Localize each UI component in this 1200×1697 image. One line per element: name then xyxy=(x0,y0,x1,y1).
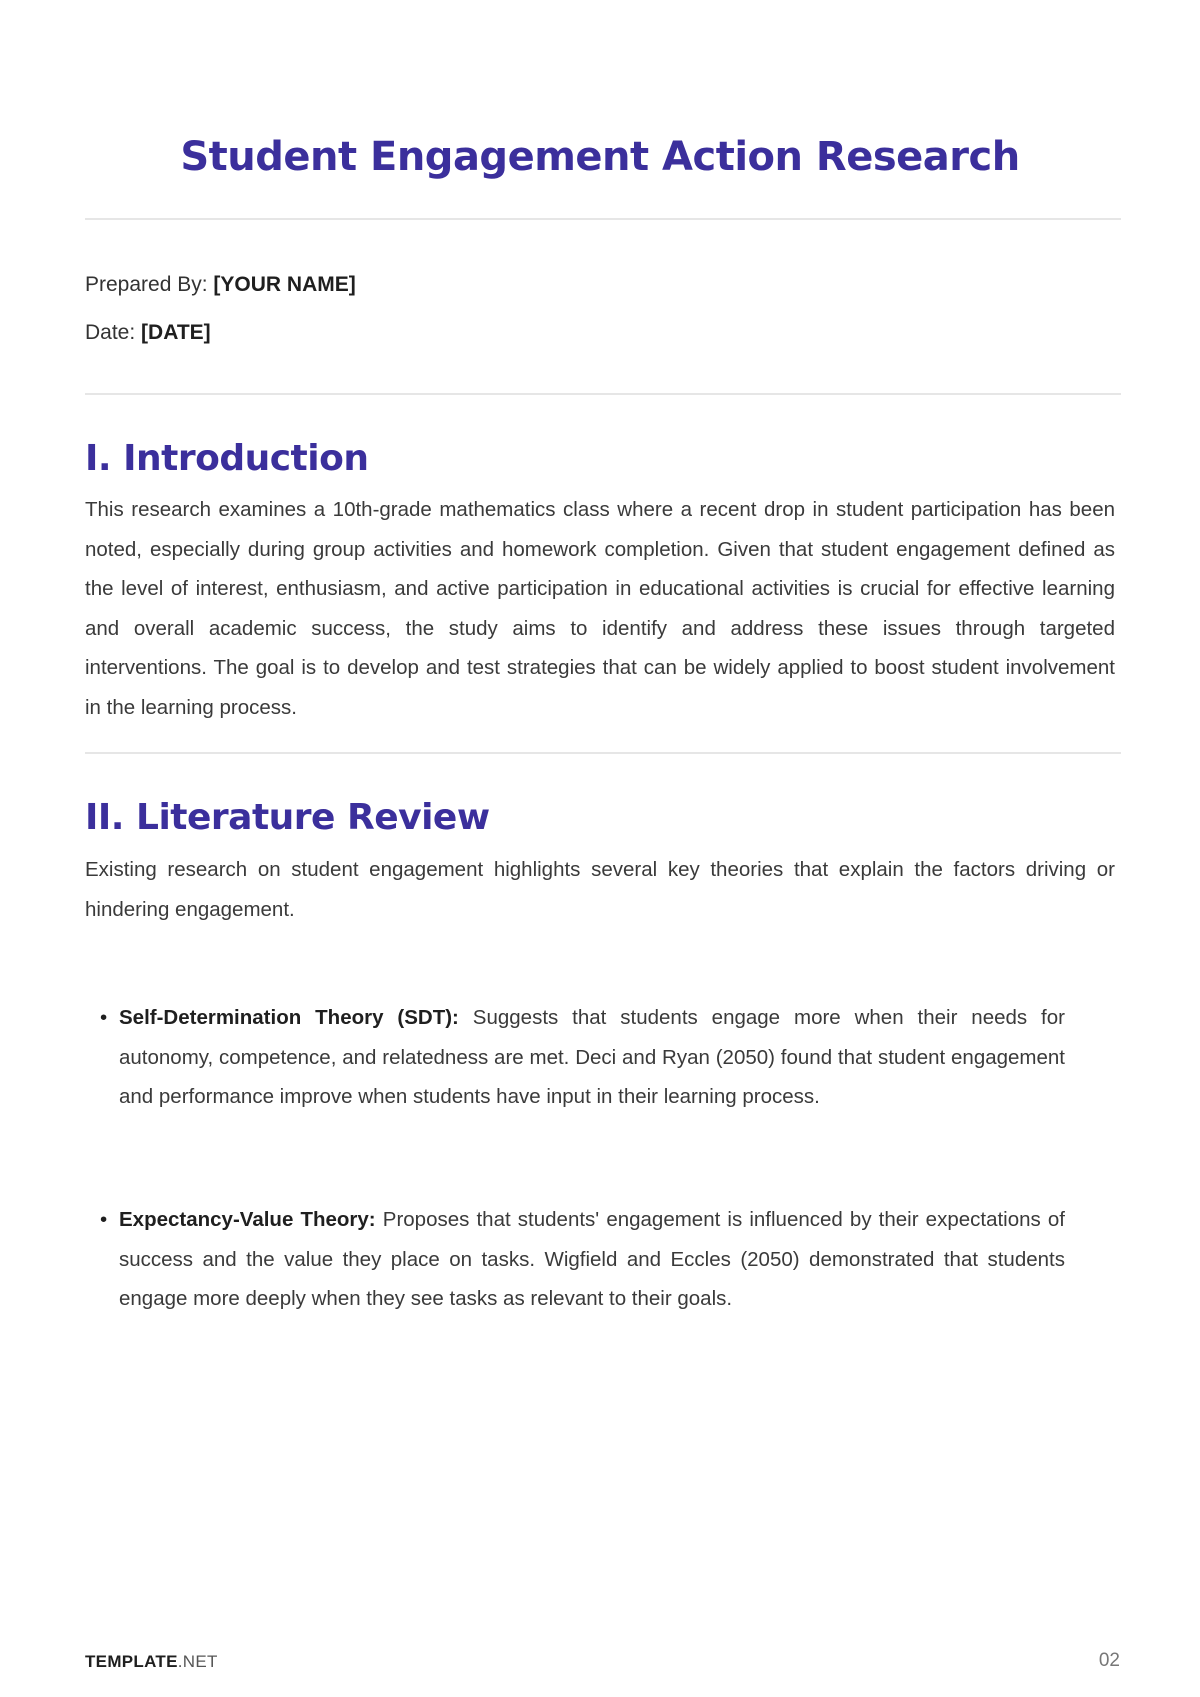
literature-review-heading: II. Literature Review xyxy=(85,797,490,838)
theory-description: Suggests that students engage more when their needs for autonomy, competence, and relatedness are met. Deci and Ryan (2050) found that student engagement and performance improve when students have input in their learning process. xyxy=(119,1006,1065,1109)
bullet-icon: • xyxy=(100,1006,108,1029)
prepared-by-line xyxy=(85,273,356,297)
brand-suffix: .NET xyxy=(177,1652,218,1671)
theory-term: Self-Determination Theory (SDT): xyxy=(119,1006,459,1029)
theory-description: Proposes that students' engagement is influenced by their expectations of success and the value they place on tasks. Wigfield and Eccles (2050) demonstrated that students engage more deeply when they see tasks as relevant to their goals. xyxy=(119,1208,1065,1311)
date-line xyxy=(85,321,211,345)
list-item xyxy=(100,998,1065,1117)
page-number: 02 xyxy=(1098,1650,1120,1671)
prepared-by-value: [YOUR NAME] xyxy=(213,273,356,296)
brand-name: TEMPLATE xyxy=(85,1652,178,1671)
introduction-divider xyxy=(85,752,1121,754)
list-item xyxy=(100,1200,1065,1319)
date-value: [DATE] xyxy=(141,321,211,344)
footer-brand-logo xyxy=(85,1652,218,1672)
literature-review-intro: Existing research on student engagement highlights several key theories that explain the factors driving or hindering engagement. xyxy=(85,858,1115,921)
introduction-paragraph: This research examines a 10th-grade mathematics class where a recent drop in student participation has been noted, especially during group activities and homework completion. Given that student engagement defined as the level of interest, enthusiasm, and active participation in educational activities is crucial for effective learning and overall academic success, the study aims to identify and address these issues through targeted interventions. The goal is to develop and test strategies that can be widely applied to boost student involvement in the learning process. xyxy=(85,498,1115,719)
prepared-by-label: Prepared By: xyxy=(85,273,208,296)
document-title: Student Engagement Action Research xyxy=(180,134,1020,180)
introduction-heading: I. Introduction xyxy=(85,438,369,479)
date-label: Date: xyxy=(85,321,136,344)
meta-divider xyxy=(85,393,1121,395)
theory-term: Expectancy-Value Theory: xyxy=(119,1208,376,1231)
title-divider xyxy=(85,218,1121,220)
bullet-icon: • xyxy=(100,1208,108,1231)
